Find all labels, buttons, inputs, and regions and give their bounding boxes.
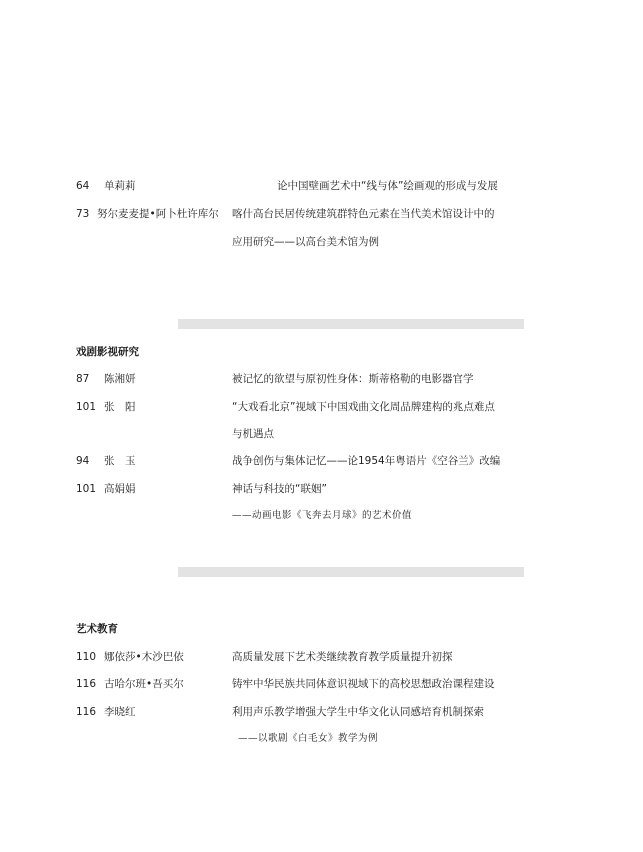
author-name: 单莉莉 (104, 180, 136, 192)
article-title: 论中国壁画艺术中“线与体”绘画观的形成与发展 (277, 180, 498, 192)
article-subtitle: ——以歌剧《白毛女》教学为例 (238, 733, 379, 744)
section-divider (178, 567, 524, 577)
article-title: 利用声乐教学增强大学生中华文化认同感培育机制探索 (232, 706, 484, 718)
page-number: 101 (76, 483, 97, 495)
section-heading: 艺术教育 (76, 623, 118, 635)
author-name: 陈湘妍 (104, 373, 136, 385)
section-heading: 戏剧影视研究 (76, 346, 139, 358)
page-number: 73 (76, 208, 90, 220)
toc-entry (0, 397, 643, 417)
page-number: 116 (76, 678, 97, 690)
article-title-line-2: 应用研究——以高台美术馆为例 (232, 236, 379, 248)
article-title: 喀什高台民居传统建筑群特色元素在当代美术馆设计中的 (232, 208, 495, 220)
page-number: 64 (76, 180, 90, 192)
page-number: 110 (76, 651, 97, 663)
page-number: 94 (76, 455, 90, 467)
author-name: 张 玉 (104, 455, 136, 467)
toc-entry (0, 702, 643, 722)
toc-entry-continuation (0, 506, 643, 526)
article-title: 高质量发展下艺术类继续教育教学质量提升初探 (232, 651, 453, 663)
toc-entry (0, 674, 643, 694)
toc-entry (0, 369, 643, 389)
toc-entry-continuation (0, 424, 643, 444)
toc-entry (0, 479, 643, 499)
author-name: 努尔麦麦提•阿卜杜许库尔 (97, 208, 219, 220)
article-title: 被记忆的欲望与原初性身体：斯蒂格勒的电影器官学 (232, 373, 474, 385)
toc-entry-continuation (0, 729, 643, 749)
author-name: 张 阳 (104, 401, 136, 413)
toc-entry (0, 451, 643, 471)
toc-entry (0, 204, 643, 224)
author-name: 古哈尔班•吾买尔 (104, 678, 184, 690)
page-number: 116 (76, 706, 97, 718)
toc-entry (0, 647, 643, 667)
toc-entry-continuation (0, 232, 643, 252)
toc-entry (0, 176, 643, 196)
article-title: 铸牢中华民族共同体意识视域下的高校思想政治课程建设 (232, 678, 495, 690)
article-title-line-2: 与机遇点 (232, 428, 274, 440)
article-title: 神话与科技的“联姻” (232, 483, 327, 495)
page-number: 101 (76, 401, 97, 413)
article-title: 战争创伤与集体记忆——论1954年粤语片《空谷兰》改编 (232, 455, 501, 467)
article-title: “大戏看北京”视域下中国戏曲文化周品牌建构的兆点难点 (232, 401, 495, 413)
author-name: 李晓红 (104, 706, 136, 718)
author-name: 娜依莎•木沙巴依 (104, 651, 184, 663)
author-name: 高娟娟 (104, 483, 136, 495)
page-number: 87 (76, 373, 90, 385)
section-divider (178, 319, 524, 329)
article-subtitle: ——动画电影《飞奔去月球》的艺术价值 (232, 510, 413, 521)
